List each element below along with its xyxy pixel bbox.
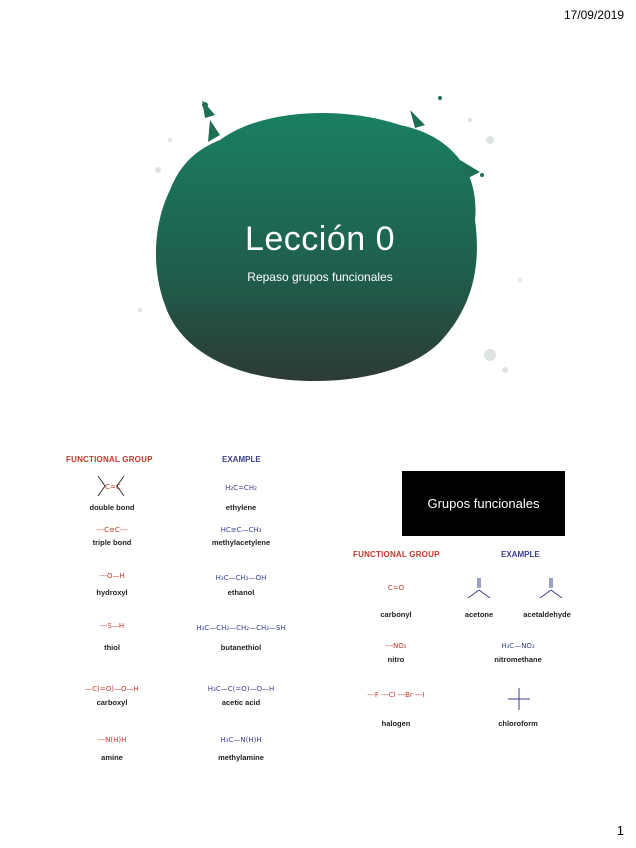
group-formula: ---NO₂: [385, 642, 407, 650]
group-formula: —C(=O)—O—H: [85, 685, 139, 693]
example-formula: H₃C—N(H)H: [220, 736, 262, 744]
page-date: 17/09/2019: [563, 8, 624, 22]
group-formula: ---N(H)H: [97, 736, 127, 744]
example-formula: H₃C—NO₂: [501, 642, 535, 650]
example-formula: HC≡C—CH₃: [220, 526, 262, 534]
page-number: 1: [616, 823, 624, 838]
double-bond-structure: [96, 474, 126, 498]
example-label: nitromethane: [494, 655, 542, 664]
group-formula: C=O: [387, 584, 405, 592]
acetone-structure: [463, 576, 493, 604]
example-label: methylamine: [218, 753, 264, 762]
example-formula: H₃C—C(=O)—O—H: [207, 685, 275, 693]
chloroform-structure: [502, 682, 536, 716]
header-functional-group: FUNCTIONAL GROUP: [66, 455, 153, 464]
example-formula: H₂C=CH₂: [225, 484, 257, 492]
group-label: amine: [101, 753, 123, 762]
group-label: carboxyl: [96, 698, 128, 707]
example-label: ethanol: [227, 588, 255, 597]
example-label: butanethiol: [220, 643, 262, 652]
group-formula: ---C≡C---: [96, 526, 128, 534]
group-formula: ---F ---Cl ---Br ---I: [367, 691, 425, 699]
group-formula: ---S—H: [99, 622, 125, 630]
example-formula: H₃C—CH₂—CH₂—CH₂—SH: [196, 624, 286, 632]
example-label: acetone: [464, 610, 494, 619]
group-label: thiol: [104, 643, 120, 652]
group-formula: ---O—H: [99, 572, 125, 580]
example-label: chloroform: [498, 719, 538, 728]
title-slide: [110, 80, 530, 400]
slide3-title: Grupos funcionales: [402, 471, 565, 536]
group-label: halogen: [381, 719, 411, 728]
example-label: acetaldehyde: [523, 610, 571, 619]
slide-subtitle: Repaso grupos funcionales: [247, 270, 393, 284]
example-label: ethylene: [225, 503, 257, 512]
acetaldehyde-structure: [535, 576, 565, 604]
group-label: hydroxyl: [96, 588, 128, 597]
example-formula: H₃C—CH₂—OH: [215, 574, 267, 582]
example-label: acetic acid: [221, 698, 261, 707]
header-example: EXAMPLE: [222, 455, 261, 464]
group-label: nitro: [387, 655, 405, 664]
example-label: methylacetylene: [211, 538, 271, 547]
header-functional-group: FUNCTIONAL GROUP: [353, 550, 440, 559]
slide-title: Lección 0: [244, 220, 396, 258]
group-label: triple bond: [92, 538, 132, 547]
svg-text:C=C: C=C: [105, 483, 121, 491]
group-label: carbonyl: [380, 610, 412, 619]
group-label: double bond: [89, 503, 135, 512]
header-example: EXAMPLE: [501, 550, 540, 559]
